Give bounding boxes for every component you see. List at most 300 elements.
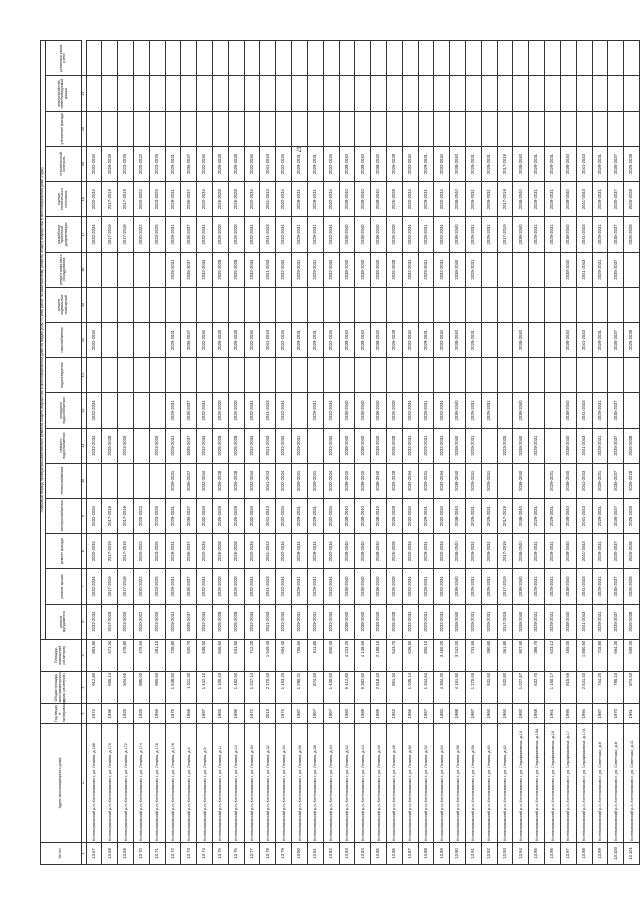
year-cell: 1992: [513, 704, 529, 724]
period-cell: 2038-2040: [560, 393, 576, 428]
period-cell: [339, 111, 355, 146]
period-cell: 2029-2031: [418, 604, 434, 639]
period-cell: 2032-2034: [244, 182, 260, 217]
period-cell: 2032-2034: [197, 322, 213, 357]
period-cell: 2032-2034: [276, 322, 292, 357]
period-cell: [545, 111, 561, 146]
period-cell: 2032-2034: [402, 182, 418, 217]
year-cell: 1968: [181, 704, 197, 724]
period-cell: 2020-2022: [133, 534, 149, 569]
period-cell: [450, 76, 466, 111]
period-cell: 2038-2040: [513, 393, 529, 428]
period-cell: [402, 111, 418, 146]
period-cell: 2029-2031: [418, 322, 434, 357]
period-cell: 2032-2034: [86, 534, 102, 569]
address-cell: Котельниковский р-н, Котельниково г, ул. Серафимовича, д.17А: [576, 724, 592, 843]
address-cell: Котельниковский р-н, Котельниково г, ул. Ленина, д.60: [481, 724, 497, 843]
period-cell: [228, 358, 244, 393]
period-cell: 2029-2031: [418, 463, 434, 498]
period-cell: 2023-2025: [149, 534, 165, 569]
table-row: [133, 41, 149, 865]
period-cell: [481, 252, 497, 287]
period-cell: 2029-2031: [592, 217, 608, 252]
period-cell: 2020-2022: [133, 146, 149, 181]
address-cell: Котельниковский р-н, Котельниково г, ул. Серафимовича, д.16: [545, 724, 561, 843]
period-cell: [481, 428, 497, 463]
year-cell: 1955: [149, 704, 165, 724]
period-cell: [418, 111, 434, 146]
period-cell: [149, 393, 165, 428]
address-cell: Котельниковский р-н, Котельниково г, ул. Ленина, д.176: [149, 724, 165, 843]
period-cell: 2038-2040: [450, 463, 466, 498]
period-cell: [529, 393, 545, 428]
period-cell: 2032-2034: [86, 604, 102, 639]
address-cell: Котельниковский р-н, Котельниково г, ул. Ленина, д.38: [307, 724, 323, 843]
living-area-cell: 611,80: [307, 639, 323, 671]
year-cell: 1966: [402, 704, 418, 724]
period-cell: 2026-2028: [228, 217, 244, 252]
period-cell: 2029-2031: [592, 428, 608, 463]
header-work-4: электроснабжения: [45, 498, 81, 533]
period-cell: 2038-2040: [513, 498, 529, 533]
period-cell: [624, 358, 640, 393]
period-cell: [133, 41, 149, 77]
header-work-9: газоснабжения: [45, 322, 81, 357]
period-cell: 2032-2034: [323, 604, 339, 639]
period-cell: 2038-2040: [339, 252, 355, 287]
period-cell: 2032-2034: [244, 534, 260, 569]
year-cell: 1961: [545, 704, 561, 724]
table-row: [213, 41, 229, 865]
period-cell: 2038-2040: [560, 428, 576, 463]
period-cell: [133, 252, 149, 287]
period-cell: 2041-2043: [576, 498, 592, 533]
period-cell: 2023-2025: [149, 428, 165, 463]
period-cell: 2026-2028: [386, 569, 402, 604]
period-cell: 2038-2040: [355, 252, 371, 287]
period-cell: [386, 76, 402, 111]
period-cell: 2041-2043: [576, 146, 592, 181]
period-cell: [292, 358, 308, 393]
period-cell: 2041-2043: [576, 534, 592, 569]
period-cell: [149, 76, 165, 111]
period-cell: [513, 76, 529, 111]
address-cell: Котельниковский р-н, Котельниково г, ул. Серафимовича, д.10: [513, 724, 529, 843]
living-area-cell: 623,12: [545, 639, 561, 671]
total-area-cell: 912,80: [86, 671, 102, 703]
period-cell: [624, 111, 640, 146]
period-cell: 2032-2034: [323, 146, 339, 181]
period-cell: 2029-2031: [529, 428, 545, 463]
period-cell: 2032-2034: [244, 146, 260, 181]
period-cell: 2029-2031: [292, 428, 308, 463]
period-cell: [260, 358, 276, 393]
row-number-cell: 13.92: [481, 842, 497, 864]
period-cell: 2026-2028: [228, 146, 244, 181]
period-cell: [371, 358, 387, 393]
period-cell: [513, 252, 529, 287]
period-cell: 2038-2040: [450, 217, 466, 252]
period-cell: 2017-2019: [102, 604, 118, 639]
period-cell: [545, 393, 561, 428]
period-cell: 2032-2034: [434, 569, 450, 604]
address-cell: Котельниковский р-н, Котельниково г, ул. Серафимовича, д.17: [560, 724, 576, 843]
period-cell: 2041-2043: [260, 534, 276, 569]
total-area-cell: 1 247,14: [244, 671, 260, 703]
period-cell: 2041-2043: [260, 569, 276, 604]
year-cell: 1875: [165, 704, 181, 724]
period-cell: 2035-2037: [181, 322, 197, 357]
total-area-cell: 1 150,17: [545, 671, 561, 703]
period-cell: 2038-2040: [371, 604, 387, 639]
period-cell: 2026-2028: [386, 322, 402, 357]
period-cell: 2035-2037: [608, 252, 624, 287]
table-row: [608, 41, 624, 865]
year-cell: 1995: [560, 704, 576, 724]
period-cell: 2029-2031: [307, 217, 323, 252]
row-number-cell: 13.68: [102, 842, 118, 864]
period-cell: 2023-2025: [497, 428, 513, 463]
column-number: 2: [81, 724, 86, 843]
year-cell: 1925: [133, 704, 149, 724]
row-number-cell: 13.79: [276, 842, 292, 864]
period-cell: 2029-2031: [418, 534, 434, 569]
period-cell: 2032-2034: [276, 428, 292, 463]
period-cell: 2041-2043: [260, 252, 276, 287]
period-cell: [260, 76, 276, 111]
period-cell: 2032-2034: [434, 534, 450, 569]
address-cell: Котельниковский р-н, Котельниково г, ул. Ленина, д.172: [118, 724, 134, 843]
period-cell: 2026-2028: [228, 252, 244, 287]
period-cell: 2029-2031: [307, 252, 323, 287]
row-number-cell: 13.90: [450, 842, 466, 864]
row-number-cell: 13.93: [497, 842, 513, 864]
period-cell: 2026-2028: [213, 217, 229, 252]
period-cell: 2029-2031: [418, 569, 434, 604]
period-cell: 2026-2028: [624, 182, 640, 217]
period-cell: 2038-2040: [371, 569, 387, 604]
period-cell: [450, 41, 466, 77]
period-cell: [165, 41, 181, 77]
year-cell: 1960: [481, 704, 497, 724]
period-cell: 2032-2034: [402, 498, 418, 533]
period-cell: 2038-2040: [450, 569, 466, 604]
period-cell: 2038-2040: [339, 217, 355, 252]
period-cell: [276, 76, 292, 111]
year-cell: 1958: [529, 704, 545, 724]
period-cell: 2023-2025: [118, 604, 134, 639]
period-cell: 2038-2040: [355, 498, 371, 533]
period-cell: 2017-2019: [497, 604, 513, 639]
period-cell: 2032-2034: [276, 146, 292, 181]
period-cell: 2032-2034: [276, 569, 292, 604]
period-cell: [608, 358, 624, 393]
period-cell: 2038-2040: [355, 534, 371, 569]
period-cell: 2035-2037: [181, 498, 197, 533]
total-area-cell: 1 105,43: [213, 671, 229, 703]
period-cell: [529, 287, 545, 322]
period-cell: 2026-2028: [213, 534, 229, 569]
living-area-cell: 475,60: [133, 639, 149, 671]
period-cell: 2038-2040: [513, 182, 529, 217]
period-cell: [386, 287, 402, 322]
period-cell: 2029-2031: [481, 569, 497, 604]
period-cell: [386, 358, 402, 393]
period-cell: 2026-2028: [624, 322, 640, 357]
period-cell: 2026-2028: [213, 428, 229, 463]
year-cell: 1999: [371, 704, 387, 724]
table-row: [339, 41, 355, 865]
period-cell: [497, 252, 513, 287]
column-number: 6: [81, 604, 86, 639]
period-cell: [608, 41, 624, 77]
period-cell: 2029-2031: [481, 498, 497, 533]
column-number: 19: [81, 146, 86, 181]
period-cell: [307, 428, 323, 463]
period-cell: 2029-2031: [545, 146, 561, 181]
period-cell: 2038-2040: [450, 146, 466, 181]
period-cell: [133, 322, 149, 357]
period-cell: [608, 287, 624, 322]
period-cell: 2041-2043: [260, 322, 276, 357]
period-cell: 2032-2034: [276, 463, 292, 498]
period-cell: 2029-2031: [529, 146, 545, 181]
period-cell: 2032-2034: [197, 534, 213, 569]
address-cell: Котельниковский р-н, Котельниково г, ул. Ленина, д.40: [323, 724, 339, 843]
row-number-cell: 13.94: [513, 842, 529, 864]
period-cell: 2035-2037: [181, 393, 197, 428]
period-cell: 2032-2034: [276, 217, 292, 252]
period-cell: 2032-2034: [197, 252, 213, 287]
period-cell: [481, 358, 497, 393]
period-cell: 2023-2025: [118, 428, 134, 463]
period-cell: 2038-2040: [371, 498, 387, 533]
period-cell: [386, 41, 402, 77]
period-cell: 2020-2022: [133, 182, 149, 217]
period-cell: 2029-2031: [418, 146, 434, 181]
address-cell: Котельниковский р-н, Котельниково г, ул. Ленина, д.34: [276, 724, 292, 843]
period-cell: 2038-2040: [450, 252, 466, 287]
row-number-cell: 13.78: [260, 842, 276, 864]
total-area-cell: 815,65: [560, 671, 576, 703]
year-cell: 1987: [466, 704, 482, 724]
header-work-12: разработка проектной документации: [45, 217, 81, 252]
table-row: [481, 41, 497, 865]
period-cell: 2029-2031: [165, 146, 181, 181]
total-area-cell: 1 163,20: [276, 671, 292, 703]
year-cell: 1960: [497, 704, 513, 724]
row-number-cell: 13.69: [118, 842, 134, 864]
period-cell: 2026-2028: [386, 534, 402, 569]
period-cell: 2038-2040: [513, 463, 529, 498]
row-number-cell: 13.70: [133, 842, 149, 864]
period-cell: 2032-2034: [402, 428, 418, 463]
table-row: [260, 41, 276, 865]
period-cell: 2035-2037: [608, 428, 624, 463]
total-area-cell: 504,65: [118, 671, 134, 703]
period-cell: 2029-2031: [592, 252, 608, 287]
row-number-cell: 13.99: [592, 842, 608, 864]
period-cell: [513, 111, 529, 146]
period-cell: 2038-2040: [371, 393, 387, 428]
period-cell: [133, 358, 149, 393]
period-cell: 2038-2040: [339, 498, 355, 533]
row-number-cell: 13.84: [355, 842, 371, 864]
period-cell: 2017-2019: [102, 534, 118, 569]
period-cell: 2026-2028: [228, 498, 244, 533]
total-area-cell: 1 290,21: [292, 671, 308, 703]
period-cell: 2017-2019: [102, 182, 118, 217]
period-cell: [118, 76, 134, 111]
period-cell: 2038-2040: [355, 428, 371, 463]
period-cell: [244, 358, 260, 393]
period-cell: [355, 287, 371, 322]
row-number-cell: 13.77: [244, 842, 260, 864]
row-number-cell: 13.95: [529, 842, 545, 864]
table-row: [228, 41, 244, 865]
period-cell: 2035-2037: [608, 498, 624, 533]
period-cell: [339, 41, 355, 77]
period-cell: 2029-2031: [165, 604, 181, 639]
period-cell: [244, 111, 260, 146]
period-cell: 2038-2040: [560, 498, 576, 533]
period-cell: [576, 111, 592, 146]
period-cell: 2038-2040: [339, 393, 355, 428]
table-row: [118, 41, 134, 865]
period-cell: 2038-2040: [371, 428, 387, 463]
period-cell: 2032-2034: [86, 322, 102, 357]
living-area-cell: 471,34: [102, 639, 118, 671]
period-cell: [118, 41, 134, 77]
period-cell: 2029-2031: [292, 498, 308, 533]
period-cell: [102, 287, 118, 322]
period-cell: 2029-2031: [529, 498, 545, 533]
period-cell: 2029-2031: [466, 534, 482, 569]
period-cell: 2029-2031: [165, 217, 181, 252]
period-cell: 2029-2031: [307, 604, 323, 639]
period-cell: 2038-2040: [450, 393, 466, 428]
period-cell: 2038-2040: [560, 463, 576, 498]
period-cell: [545, 287, 561, 322]
period-cell: [466, 76, 482, 111]
period-cell: 2032-2034: [197, 463, 213, 498]
period-cell: 2032-2034: [402, 252, 418, 287]
period-cell: 2017-2019: [118, 217, 134, 252]
period-cell: 2023-2025: [149, 146, 165, 181]
period-cell: 2032-2034: [244, 322, 260, 357]
period-cell: 2020-2022: [133, 569, 149, 604]
period-cell: [86, 287, 102, 322]
period-cell: 2038-2040: [355, 182, 371, 217]
total-area-cell: 2 370,40: [260, 671, 276, 703]
period-cell: 2041-2043: [576, 393, 592, 428]
table-row: [434, 41, 450, 865]
period-cell: 2029-2031: [592, 182, 608, 217]
period-cell: 2029-2031: [529, 182, 545, 217]
period-cell: 2023-2025: [149, 182, 165, 217]
row-number-cell: 13.96: [545, 842, 561, 864]
period-cell: 2035-2037: [181, 428, 197, 463]
period-cell: [133, 393, 149, 428]
period-cell: 2029-2031: [292, 146, 308, 181]
period-cell: [307, 287, 323, 322]
period-cell: [292, 76, 308, 111]
period-cell: 2032-2034: [323, 569, 339, 604]
period-cell: [165, 358, 181, 393]
column-number: 13: [81, 358, 86, 393]
period-cell: 2026-2028: [213, 463, 229, 498]
period-cell: [529, 463, 545, 498]
period-cell: 2029-2031: [307, 463, 323, 498]
period-cell: 2017-2019: [497, 182, 513, 217]
period-cell: 2032-2034: [323, 463, 339, 498]
period-cell: [228, 287, 244, 322]
total-area-cell: 874,50: [307, 671, 323, 703]
column-number: 5: [81, 639, 86, 671]
period-cell: 2041-2043: [576, 182, 592, 217]
period-cell: 2029-2031: [292, 534, 308, 569]
period-cell: 2029-2031: [418, 252, 434, 287]
period-cell: [213, 358, 229, 393]
living-area-cell: 715,80: [592, 639, 608, 671]
period-cell: [339, 76, 355, 111]
period-cell: [307, 111, 323, 146]
period-cell: 2038-2040: [560, 604, 576, 639]
period-cell: 2038-2040: [560, 534, 576, 569]
period-cell: [402, 76, 418, 111]
period-cell: [181, 287, 197, 322]
period-cell: 2035-2037: [608, 217, 624, 252]
period-cell: 2032-2034: [323, 393, 339, 428]
period-cell: 2032-2034: [276, 534, 292, 569]
total-area-cell: 885,00: [133, 671, 149, 703]
period-cell: [481, 287, 497, 322]
period-cell: 2023-2025: [118, 146, 134, 181]
period-cell: [497, 358, 513, 393]
period-cell: [133, 111, 149, 146]
period-cell: [323, 287, 339, 322]
period-cell: [497, 393, 513, 428]
row-number-cell: 13.91: [466, 842, 482, 864]
period-cell: 2035-2037: [608, 182, 624, 217]
period-cell: 2032-2034: [244, 463, 260, 498]
period-cell: 2032-2034: [434, 604, 450, 639]
row-number-cell: 13.100: [608, 842, 624, 864]
period-cell: 2017-2019: [102, 498, 118, 533]
period-cell: 2041-2043: [260, 604, 276, 639]
period-cell: 2041-2043: [576, 604, 592, 639]
table-row: [165, 41, 181, 865]
living-area-cell: 361,80: [497, 639, 513, 671]
living-area-cell: 3 460,00: [434, 639, 450, 671]
table-row: [292, 41, 308, 865]
year-cell: 1988: [450, 704, 466, 724]
year-cell: 1961: [624, 704, 640, 724]
period-cell: [307, 76, 323, 111]
period-cell: 2029-2031: [529, 569, 545, 604]
period-cell: 2035-2037: [608, 534, 624, 569]
period-cell: 2029-2031: [165, 182, 181, 217]
period-cell: 2017-2019: [497, 217, 513, 252]
living-area-cell: 846,60: [213, 639, 229, 671]
total-area-cell: 1 011,30: [181, 671, 197, 703]
period-cell: 2032-2034: [197, 569, 213, 604]
row-number-cell: 13.98: [576, 842, 592, 864]
period-cell: 2029-2031: [545, 498, 561, 533]
year-cell: 1987: [292, 704, 308, 724]
period-cell: 2035-2037: [181, 252, 197, 287]
period-cell: [481, 111, 497, 146]
